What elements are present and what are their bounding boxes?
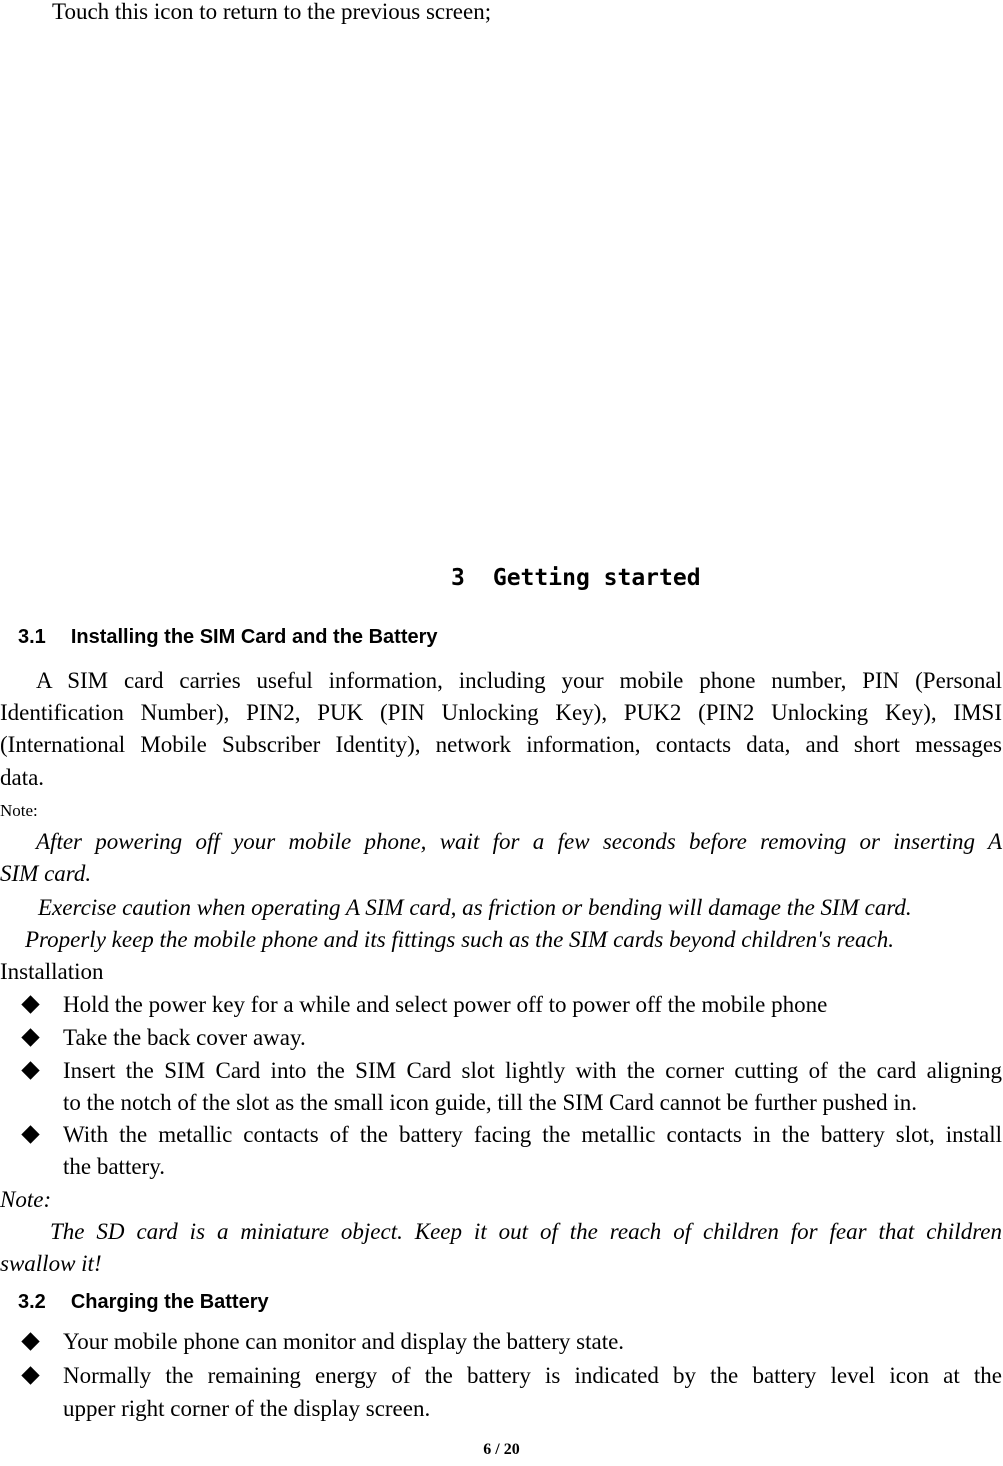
diamond-bullet-icon (21, 1366, 39, 1384)
chapter-number: 3 (451, 565, 465, 591)
list-item: Hold the power key for a while and select power off to power off the mobile phone (63, 992, 828, 1017)
diamond-bullet-icon (21, 1028, 39, 1046)
section-heading-3-1 (18, 626, 438, 649)
list-item: Take the back cover away. (63, 1025, 306, 1050)
note-label: Note: (0, 801, 38, 820)
section-heading-3-2 (18, 1291, 269, 1314)
diamond-bullet-icon (21, 1332, 39, 1350)
diamond-bullet-icon (21, 1125, 39, 1143)
list-item-continuation: the battery. (63, 1154, 165, 1179)
page-number: 6 / 20 (483, 1441, 520, 1458)
note-line: Exercise caution when operating A SIM card, as friction or bending will damage the SIM card. (38, 895, 912, 920)
diamond-bullet-icon (21, 1061, 39, 1079)
section-number: 3.1 (18, 626, 46, 648)
note-line: After powering off your mobile phone, wait for a few seconds before removing or inserting A (36, 829, 1002, 854)
para-line: (International Mobile Subscriber Identity), network information, contacts data, and short messages (0, 732, 1002, 757)
installation-label: Installation (0, 959, 104, 984)
note2-line: swallow it! (0, 1251, 102, 1276)
diamond-bullet-icon (21, 995, 39, 1013)
list-item: Insert the SIM Card into the SIM Card slot lightly with the corner cutting of the card aligning (63, 1058, 1002, 1083)
para-line: Identification Number), PIN2, PUK (PIN Unlocking Key), PUK2 (PIN2 Unlocking Key), IMSI (0, 700, 1002, 725)
para-line: A SIM card carries useful information, including your mobile phone number, PIN (Personal (36, 668, 1002, 693)
list-item: Your mobile phone can monitor and display the battery state. (63, 1329, 625, 1354)
section-title: Installing the SIM Card and the Battery (70, 626, 438, 648)
note2-label: Note: (0, 1187, 52, 1212)
note-line: SIM card. (0, 861, 92, 886)
para-line: data. (0, 765, 45, 790)
chapter-title: Getting started (492, 565, 701, 591)
back-instruction: Touch this icon to return to the previous screen; (52, 0, 492, 24)
section-title: Charging the Battery (70, 1291, 269, 1313)
chapter-heading (451, 565, 701, 591)
list-item: Normally the remaining energy of the battery is indicated by the battery level icon at the (63, 1363, 1002, 1388)
list-item: With the metallic contacts of the battery facing the metallic contacts in the battery slot, install (63, 1122, 1002, 1147)
note2-line: The SD card is a miniature object. Keep it out of the reach of children for fear that children (50, 1219, 1002, 1244)
list-item-continuation: upper right corner of the display screen. (63, 1396, 431, 1421)
section-number: 3.2 (18, 1291, 46, 1313)
note-line: Properly keep the mobile phone and its fittings such as the SIM cards beyond children's reach. (25, 927, 894, 952)
list-item-continuation: to the notch of the slot as the small icon guide, till the SIM Card cannot be further pushed in. (63, 1090, 918, 1115)
